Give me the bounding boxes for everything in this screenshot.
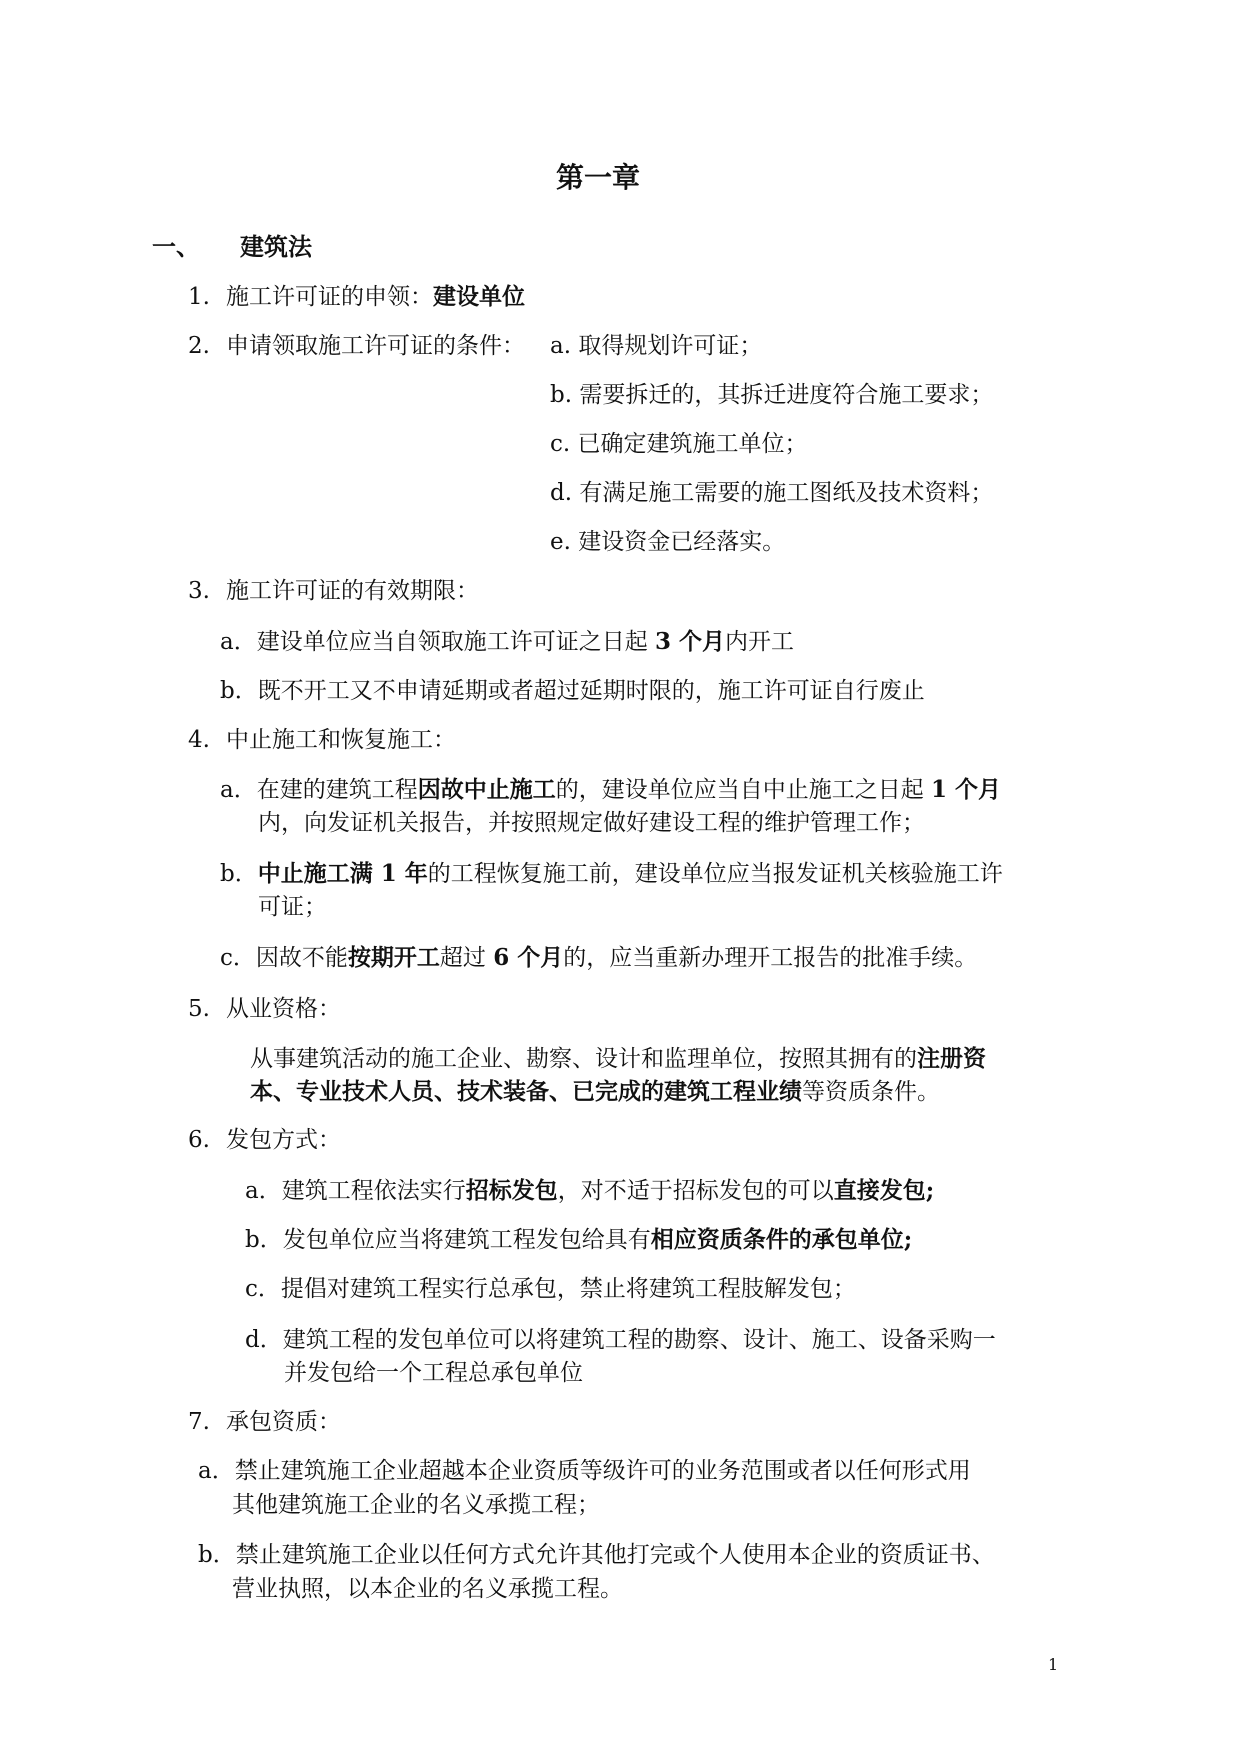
- item-1-text: 施工许可证的申领：: [226, 284, 433, 310]
- item-6-number: 6.: [188, 1127, 210, 1153]
- item-4-a-mid: 的，建设单位应当自中止施工之日起: [555, 777, 932, 803]
- item-1: [226, 282, 525, 312]
- condition-e: e. 建设资金已经落实。: [550, 529, 786, 555]
- item-4-b: [220, 859, 1003, 889]
- item-3-b: b．既不开工又不申请延期或者超过延期时限的，施工许可证自行废止: [220, 678, 925, 704]
- chapter-title: 第一章: [556, 161, 641, 194]
- item-3-number: 3.: [188, 578, 210, 604]
- item-4-c-pre: c．因故不能: [220, 945, 348, 971]
- item-3-a-post: 内开工: [725, 629, 795, 655]
- item-6-c: c．提倡对建筑工程实行总承包，禁止将建筑工程肢解发包；: [245, 1276, 856, 1302]
- item-2-text: 申请领取施工许可证的条件：: [226, 333, 525, 359]
- item-6-d: d．建筑工程的发包单位可以将建筑工程的勘察、设计、施工、设备采购一: [245, 1327, 996, 1353]
- condition-b: b. 需要拆迁的，其拆迁进度符合施工要求；: [550, 382, 994, 408]
- item-4-a-line2: 内，向发证机关报告，并按照规定做好建设工程的维护管理工作；: [258, 810, 925, 836]
- item-1-number: 1.: [188, 284, 210, 310]
- item-4-a-pre: a．在建的建筑工程: [220, 777, 418, 803]
- item-4-a: [220, 775, 1001, 805]
- item-4-text: 中止施工和恢复施工：: [226, 727, 456, 753]
- item-7-a-line2: 其他建筑施工企业的名义承揽工程；: [232, 1492, 600, 1518]
- item-5-number: 5.: [188, 996, 210, 1022]
- item-6-b-bold: 相应资质条件的承包单位;: [650, 1226, 913, 1253]
- item-5-p-bold1: 注册资: [917, 1045, 986, 1072]
- item-6-a: [245, 1176, 934, 1206]
- item-7-a: a．禁止建筑施工企业超越本企业资质等级许可的业务范围或者以任何形式用: [198, 1458, 971, 1484]
- item-4-a-bold2: 1 个月: [931, 776, 1002, 803]
- item-3-a-bold: 3 个月: [655, 628, 726, 655]
- item-3-a-pre: a．建设单位应当自领取施工许可证之日起: [220, 629, 656, 655]
- item-5-paragraph: [250, 1044, 986, 1074]
- section-title: 建筑法: [240, 232, 312, 261]
- item-6-a-mid: ，对不适于招标发包的可以: [557, 1178, 834, 1204]
- item-7-number: 7.: [188, 1409, 210, 1435]
- item-4-number: 4.: [188, 727, 210, 753]
- item-7-b-line2: 营业执照，以本企业的名义承揽工程。: [232, 1576, 623, 1602]
- item-6-d-line2: 并发包给一个工程总承包单位: [284, 1360, 583, 1386]
- item-6-a-pre: a．建筑工程依法实行: [245, 1178, 466, 1204]
- item-3-a: [220, 627, 794, 657]
- item-6-a-bold2: 直接发包;: [833, 1177, 935, 1204]
- item-6-b-pre: b．发包单位应当将建筑工程发包给具有: [245, 1227, 651, 1253]
- item-5-text: 从业资格：: [226, 996, 341, 1022]
- condition-a: a. 取得规划许可证；: [550, 333, 763, 359]
- item-4-c: [220, 943, 977, 973]
- item-6-b: [245, 1225, 912, 1255]
- item-2-number: 2.: [188, 333, 210, 359]
- page-number: 1: [1048, 1655, 1059, 1674]
- item-5-paragraph-line2: [250, 1077, 940, 1107]
- item-4-b-bold: 中止施工满 1 年: [257, 860, 428, 887]
- item-6-a-bold1: 招标发包: [465, 1177, 558, 1204]
- section-number: 一、: [152, 232, 200, 261]
- condition-d: d. 有满足施工需要的施工图纸及技术资料；: [550, 480, 994, 506]
- item-4-b-line2: 可证；: [258, 894, 327, 920]
- item-5-p-bold2: 本、专业技术人员、技术装备、已完成的建筑工程业绩: [250, 1078, 802, 1105]
- item-4-c-mid: 超过: [439, 945, 494, 971]
- item-4-b-pre: b．: [220, 861, 258, 887]
- item-4-b-post: 的工程恢复施工前，建设单位应当报发证机关核验施工许: [427, 861, 1003, 887]
- item-4-c-post: 的，应当重新办理开工报告的批准手续。: [563, 945, 978, 971]
- item-7-text: 承包资质：: [226, 1409, 341, 1435]
- condition-c: c. 已确定建筑施工单位；: [550, 431, 808, 457]
- item-4-a-bold1: 因故中止施工: [417, 776, 556, 803]
- item-6-text: 发包方式：: [226, 1127, 341, 1153]
- item-4-c-bold1: 按期开工: [347, 944, 440, 971]
- item-5-p-pre: 从事建筑活动的施工企业、勘察、设计和监理单位，按照其拥有的: [250, 1046, 917, 1072]
- item-1-bold: 建设单位: [433, 283, 525, 310]
- item-7-b: b．禁止建筑施工企业以任何方式允许其他打完或个人使用本企业的资质证书、: [198, 1542, 995, 1568]
- item-5-p-post: 等资质条件。: [802, 1079, 940, 1105]
- item-3-text: 施工许可证的有效期限：: [226, 578, 479, 604]
- item-4-c-bold2: 6 个月: [493, 944, 564, 971]
